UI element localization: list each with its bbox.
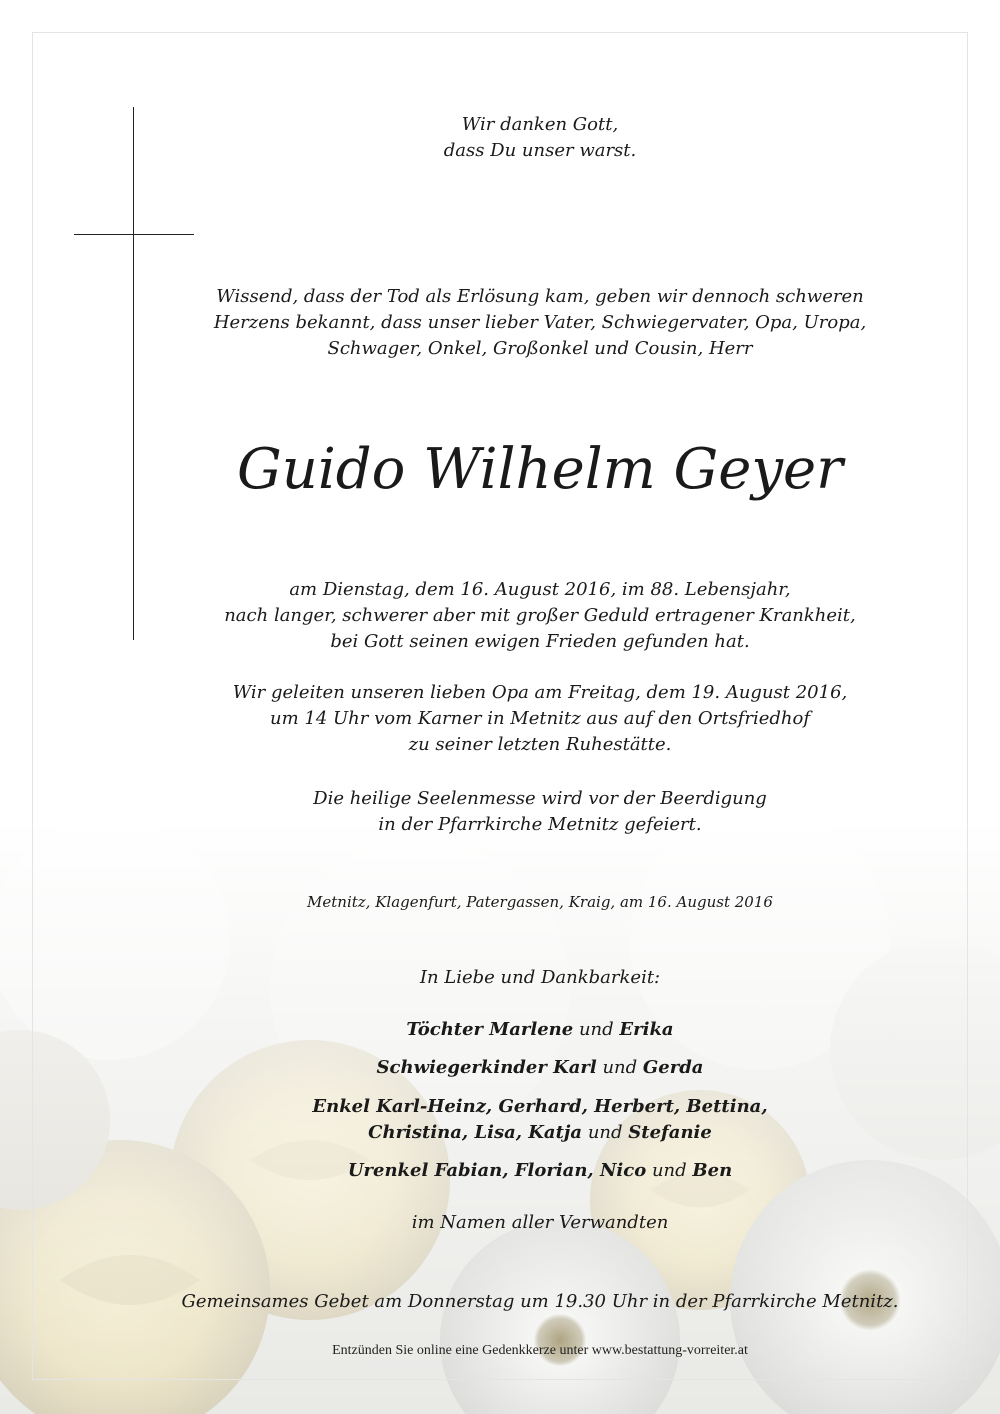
family-names: Töchter Marlene	[406, 1019, 574, 1040]
family-grandchildren	[140, 1094, 940, 1146]
footer-candle-link[interactable]: Entzünden Sie online eine Gedenkkerze unter www.bestattung-vorreiter.at	[332, 1343, 748, 1358]
family-names: Ben	[692, 1160, 733, 1181]
announcement-intro	[140, 284, 940, 362]
mourners-heading: In Liebe und Dankbarkeit:	[419, 967, 661, 988]
death-line: am Dienstag, dem 16. August 2016, im 88. Lebensjahr,	[289, 579, 791, 600]
place-and-date: Metnitz, Klagenfurt, Patergassen, Kraig, am 16. August 2016	[307, 893, 773, 911]
family-names: Urenkel Fabian, Florian, Nico	[347, 1160, 647, 1181]
verse-line: Wir danken Gott,	[461, 114, 619, 135]
family-daughters	[140, 1017, 940, 1043]
intro-line: Herzens bekannt, dass unser lieber Vater, Schwiegervater, Opa, Uropa,	[213, 312, 867, 333]
funeral-line: zu seiner letzten Ruhestätte.	[408, 734, 672, 755]
family-conjunction: und	[578, 1019, 614, 1040]
funeral-line: um 14 Uhr vom Karner in Metnitz aus auf den Ortsfriedhof	[269, 708, 811, 729]
family-names: Stefanie	[628, 1122, 712, 1143]
opening-verse	[140, 112, 940, 164]
deceased-name: Guido Wilhelm Geyer	[237, 437, 843, 502]
mass-details	[140, 786, 940, 838]
family-names: Christina, Lisa, Katja	[368, 1122, 583, 1143]
mass-line: Die heilige Seelenmesse wird vor der Beerdigung	[313, 788, 767, 809]
intro-line: Schwager, Onkel, Großonkel und Cousin, Herr	[327, 338, 753, 359]
prayer-notice: Gemeinsames Gebet am Donnerstag um 19.30 Uhr in der Pfarrkirche Metnitz.	[181, 1291, 899, 1312]
cross-horizontal-bar	[74, 234, 194, 235]
family-names: Schwiegerkinder Karl	[376, 1057, 597, 1078]
mass-line: in der Pfarrkirche Metnitz gefeiert.	[378, 814, 702, 835]
family-conjunction: und	[587, 1122, 623, 1143]
family-conjunction: und	[602, 1057, 638, 1078]
family-names: Erika	[619, 1019, 674, 1040]
family-inlaws	[140, 1055, 940, 1081]
cross-vertical-bar	[133, 107, 134, 640]
funeral-line: Wir geleiten unseren lieben Opa am Freitag, dem 19. August 2016,	[232, 682, 848, 703]
family-great-grandchildren	[140, 1158, 940, 1184]
verse-line: dass Du unser warst.	[443, 140, 637, 161]
relatives-line: im Namen aller Verwandten	[411, 1212, 669, 1233]
family-names: Gerda	[642, 1057, 704, 1078]
family-names: Enkel Karl-Heinz, Gerhard, Herbert, Bettina,	[312, 1096, 768, 1117]
death-line: bei Gott seinen ewigen Frieden gefunden hat.	[330, 631, 750, 652]
death-line: nach langer, schwerer aber mit großer Geduld ertragener Krankheit,	[224, 605, 856, 626]
family-conjunction: und	[651, 1160, 687, 1181]
death-notice	[140, 577, 940, 655]
funeral-details	[140, 680, 940, 758]
intro-line: Wissend, dass der Tod als Erlösung kam, geben wir dennoch schweren	[216, 286, 864, 307]
